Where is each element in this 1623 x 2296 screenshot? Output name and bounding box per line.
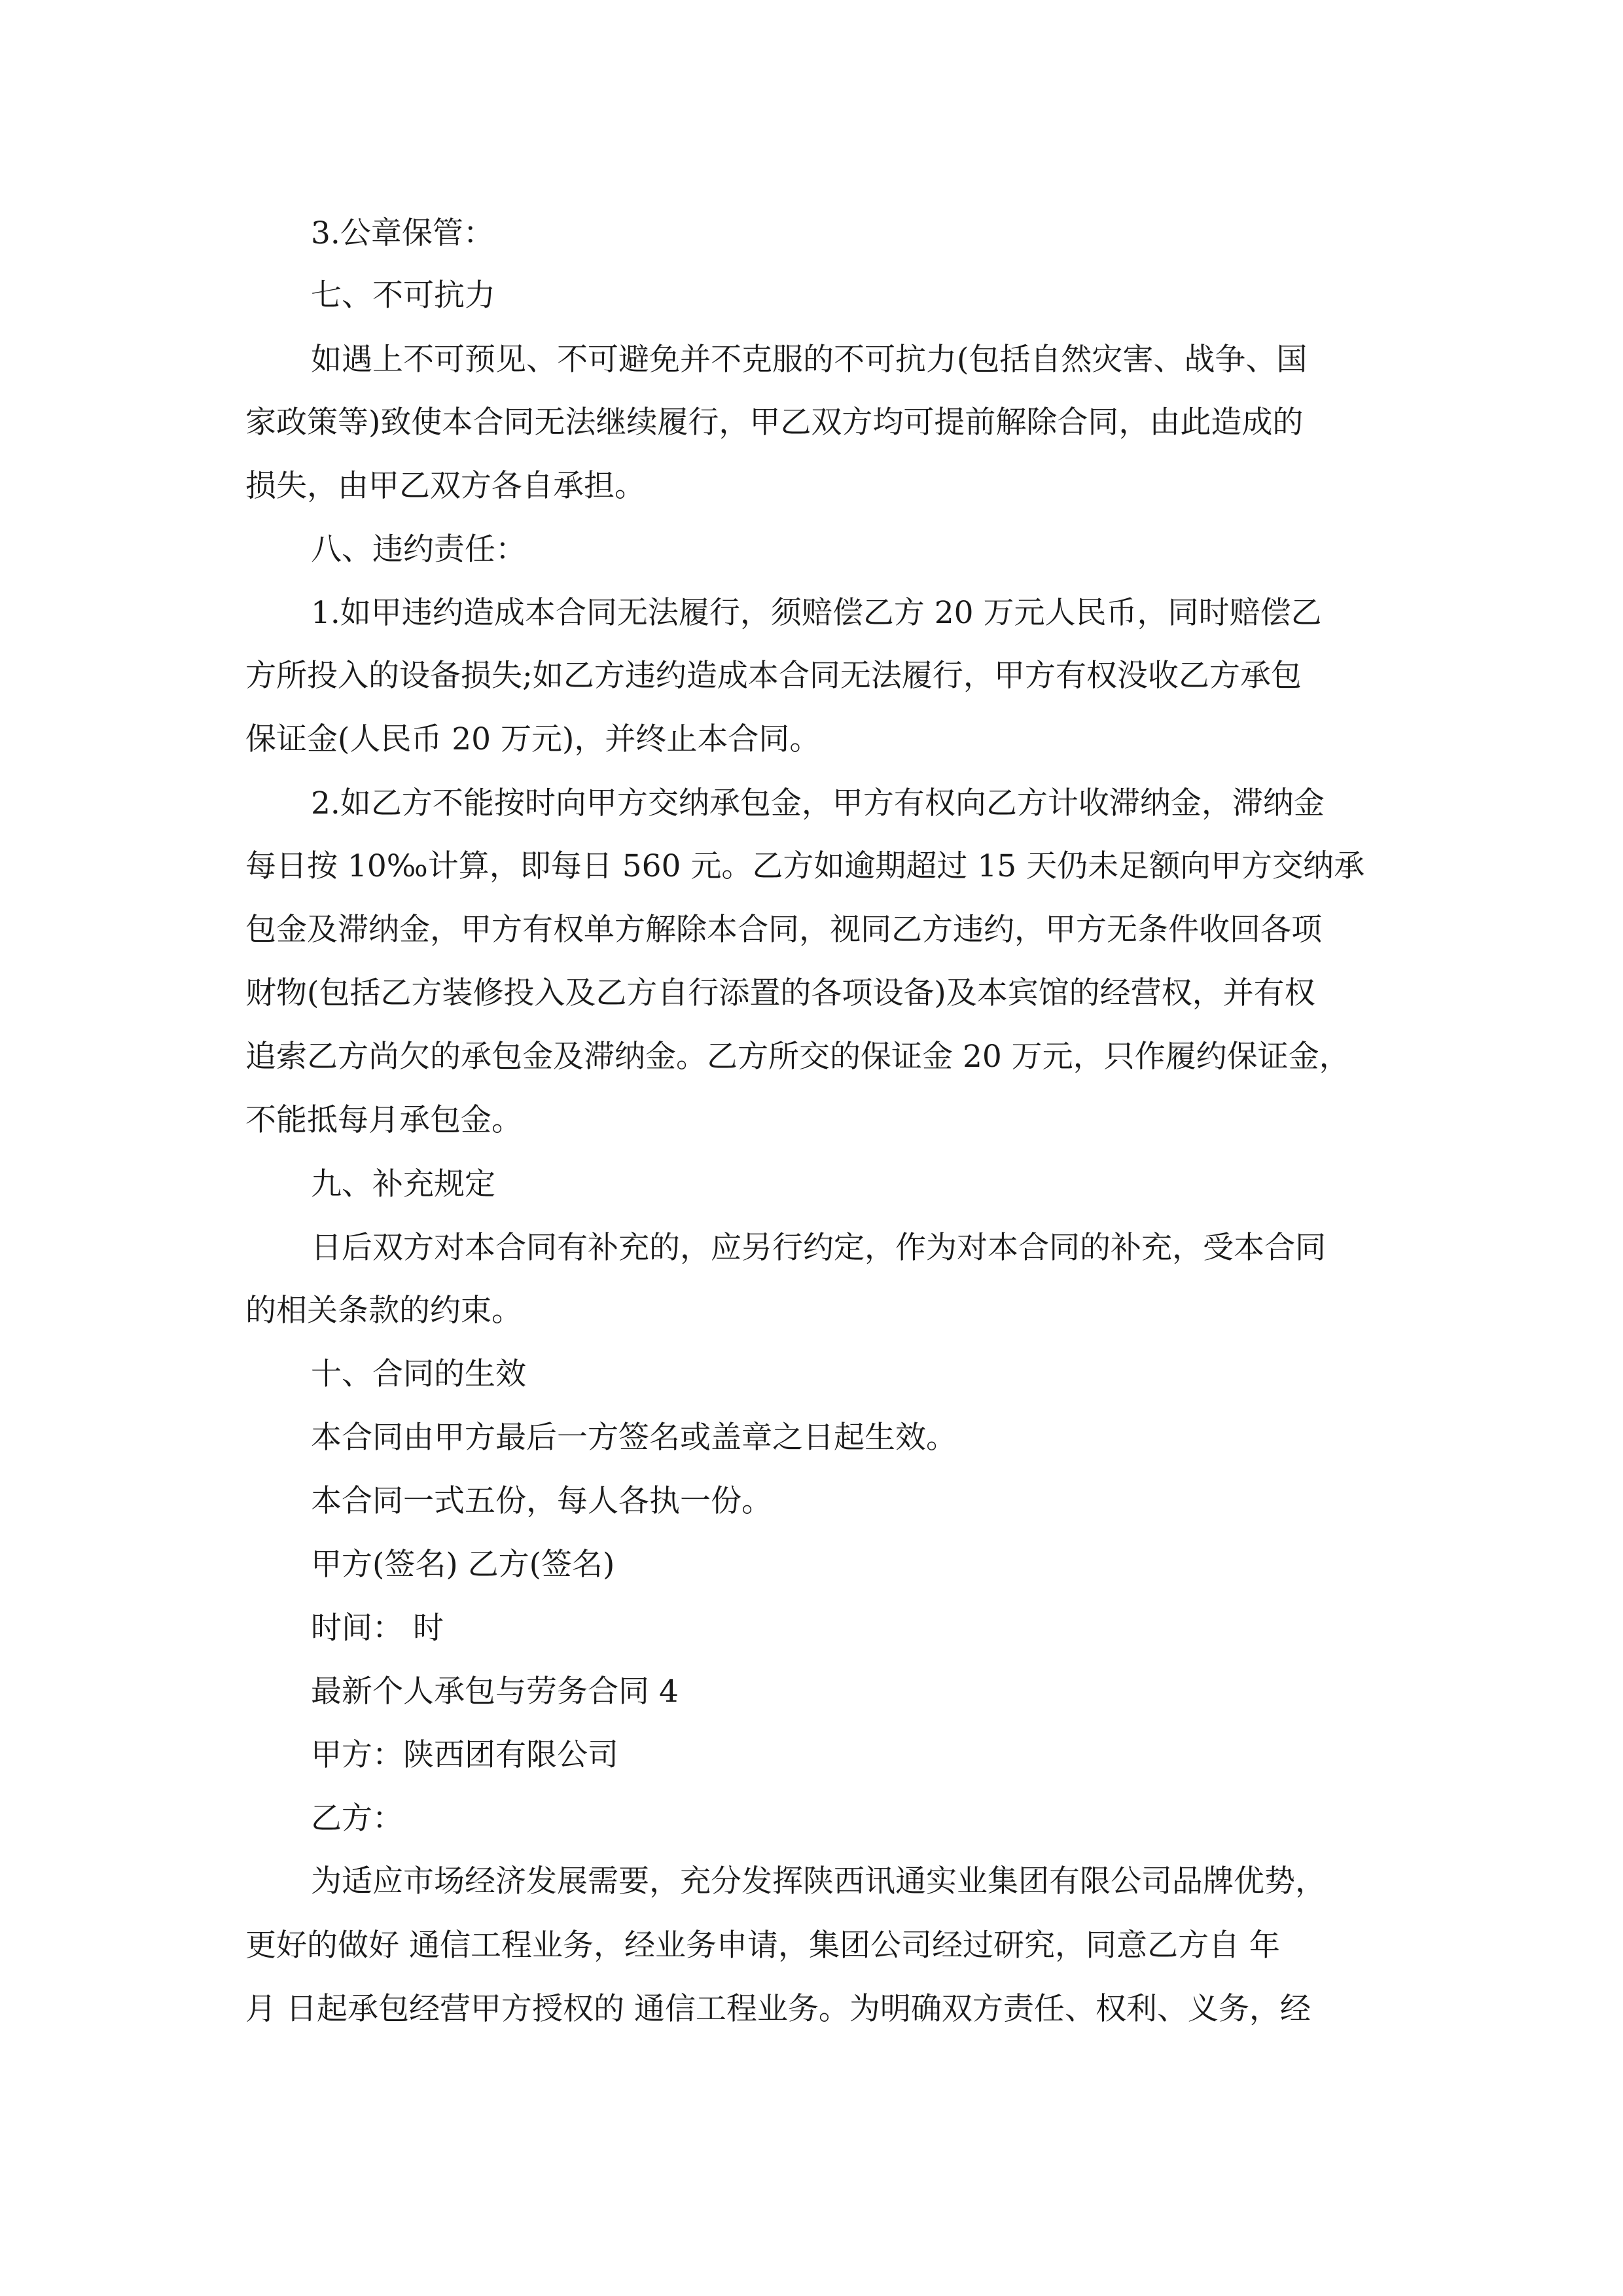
paragraph-line: 本合同一式五份，每人各执一份。 — [311, 1483, 772, 1519]
paragraph-line: 追索乙方尚欠的承包金及滞纳金。乙方所交的保证金 20 万元，只作履约保证金， — [245, 1039, 1350, 1075]
paragraph-line: 包金及滞纳金，甲方有权单方解除本合同，视同乙方违约，甲方无条件收回各项 — [245, 912, 1322, 948]
paragraph-line: 2.如乙方不能按时向甲方交纳承包金，甲方有权向乙方计收滞纳金，滞纳金 — [311, 785, 1325, 821]
contract-title: 最新个人承包与劳务合同 4 — [311, 1674, 679, 1710]
paragraph-line: 不能抵每月承包金。 — [245, 1102, 522, 1138]
paragraph-line: 的相关条款的约束。 — [245, 1293, 522, 1329]
paragraph-line: 如遇上不可预见、不可避免并不克服的不可抗力(包括自然灾害、战争、国 — [311, 342, 1308, 378]
section-8-heading: 八、违约责任： — [311, 531, 526, 567]
date-line: 时间： 时 — [311, 1610, 444, 1646]
paragraph-line: 财物(包括乙方装修投入及乙方自行添置的各项设备)及本宾馆的经营权，并有权 — [245, 975, 1315, 1011]
paragraph-line: 保证金(人民币 20 万元)，并终止本合同。 — [245, 721, 821, 757]
section-10-heading: 十、合同的生效 — [311, 1356, 526, 1392]
paragraph-line: 家政策等)致使本合同无法继续履行，甲乙双方均可提前解除合同，由此造成的 — [245, 404, 1304, 440]
paragraph-line: 本合同由甲方最后一方签名或盖章之日起生效。 — [311, 1420, 957, 1456]
paragraph-line: 日后双方对本合同有补充的，应另行约定，作为对本合同的补充，受本合同 — [311, 1230, 1326, 1266]
signature-line: 甲方(签名) 乙方(签名) — [311, 1547, 615, 1583]
party-b-line: 乙方： — [311, 1801, 403, 1837]
paragraph-line: 损失，由甲乙双方各自承担。 — [245, 468, 645, 504]
party-a-line: 甲方：陕西团有限公司 — [311, 1737, 618, 1773]
clause-3-seal-custody: 3.公章保管： — [311, 215, 494, 251]
paragraph-line: 每日按 10‰计算，即每日 560 元。乙方如逾期超过 15 天仍未足额向甲方交纳承 — [245, 848, 1365, 884]
paragraph-line: 1.如甲违约造成本合同无法履行，须赔偿乙方 20 万元人民币，同时赔偿乙 — [311, 595, 1322, 631]
paragraph-line: 更好的做好 通信工程业务，经业务申请，集团公司经过研究，同意乙方自 年 — [245, 1928, 1280, 1964]
paragraph-line: 月 日起承包经营甲方授权的 通信工程业务。为明确双方责任、权利、义务，经 — [245, 1991, 1311, 2027]
paragraph-line: 方所投入的设备损失;如乙方违约造成本合同无法履行，甲方有权没收乙方承包 — [245, 658, 1302, 694]
paragraph-line: 为适应市场经济发展需要，充分发挥陕西讯通实业集团有限公司品牌优势， — [311, 1863, 1326, 1899]
section-9-heading: 九、补充规定 — [311, 1166, 495, 1202]
section-7-heading: 七、不可抗力 — [311, 278, 495, 314]
